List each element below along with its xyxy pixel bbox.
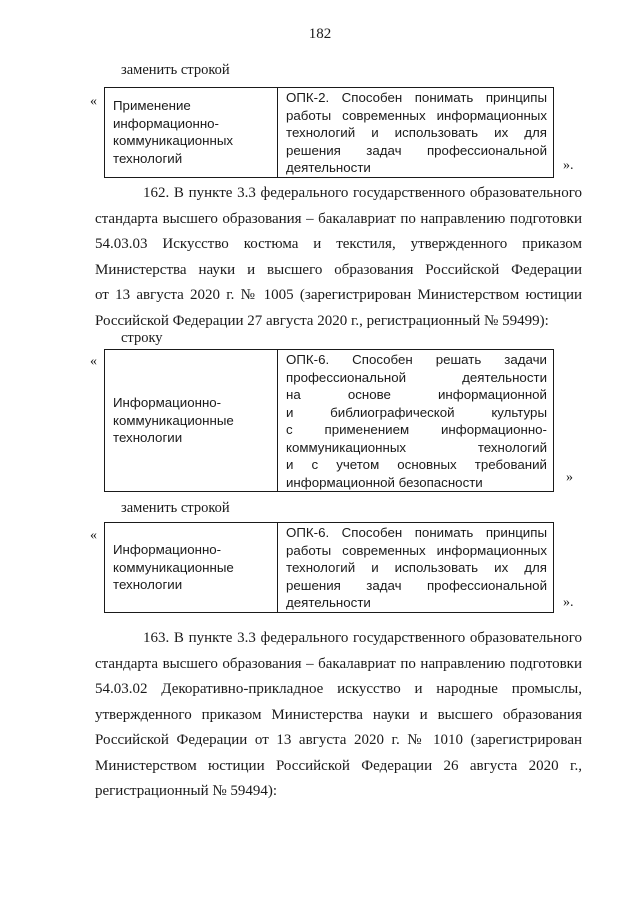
text-line: 54.03.03 Искусство костюма и текстиля, утвержденного приказом <box>95 236 582 252</box>
text-line: коммуникационных <box>113 133 234 149</box>
replacement-table-2 <box>104 349 554 492</box>
competency-description-cell <box>278 88 554 178</box>
text-line: и с учетом основных требований <box>286 457 547 472</box>
text-line: Министерства науки и высшего образования Российской Федерации <box>95 261 582 278</box>
text-line: решения задач профессиональной <box>286 142 547 158</box>
text-line: на основе информационной <box>286 387 547 402</box>
text-line: стандарта высшего образования – бакалавриат по направлению подготовки <box>95 210 582 227</box>
close-quote: ». <box>563 158 574 173</box>
text-line: Российской Федерации 27 августа 2020 г., регистрационный № 59499): <box>95 312 549 329</box>
text-line: ОПК-2. Способен понимать принципы <box>286 90 547 105</box>
text-line: коммуникационных технологий <box>286 439 547 455</box>
text-line: деятельности <box>286 595 371 610</box>
text-line: профессиональной деятельности <box>286 369 547 385</box>
text-line: информационно- <box>113 115 219 131</box>
text-line: и библиографической культуры <box>286 404 547 420</box>
text-line: Применение <box>113 98 191 114</box>
text-line: работы современных информационных <box>286 107 547 123</box>
competency-category-cell <box>105 350 278 492</box>
text-line: работы современных информационных <box>286 542 547 558</box>
paragraph-162 <box>95 181 582 334</box>
text-line: коммуникационные <box>113 412 234 428</box>
text-line: информационной безопасности <box>286 474 483 490</box>
text-line: Российской Федерации от 13 августа 2020 г. № 1010 (зарегистрирован <box>95 732 582 748</box>
text-line: 163. В пункте 3.3 федерального государственного образовательного <box>143 630 582 646</box>
text-line: утвержденного приказом Министерства науки и высшего образования <box>95 706 582 723</box>
page-number: 182 <box>308 26 332 42</box>
text-line: Информационно- <box>113 395 222 411</box>
text-line: технологии <box>113 577 183 592</box>
text-line: ОПК-6. Способен решать задачи <box>286 352 547 367</box>
text-line: решения задач профессиональной <box>286 577 547 593</box>
competency-category-cell <box>105 88 278 178</box>
text-line: коммуникационные <box>113 559 234 575</box>
open-quote: « <box>90 354 97 369</box>
competency-description-cell <box>278 523 554 613</box>
text-line: стандарта высшего образования – бакалавриат по направлению подготовки <box>95 655 582 672</box>
text-line: 162. В пункте 3.3 федерального государственного образовательного <box>143 185 582 201</box>
open-quote: « <box>90 528 97 543</box>
open-quote: « <box>90 94 97 109</box>
text-line: 54.03.02 Декоративно-прикладное искусство и народные промыслы, <box>95 681 582 697</box>
close-quote: » <box>566 470 573 485</box>
text-line: Министерством юстиции Российской Федерации 26 августа 2020 г., <box>95 757 582 774</box>
text-line: технологий и использовать их для <box>286 560 547 575</box>
text-line: от 13 августа 2020 г. № 1005 (зарегистрирован Министерством юстиции <box>95 287 582 303</box>
text-line: технологий и использовать их для <box>286 125 547 140</box>
replace-label: заменить строкой <box>121 500 230 516</box>
row-label: строку <box>121 330 163 346</box>
paragraph-163 <box>95 626 582 805</box>
replace-label: заменить строкой <box>121 62 230 78</box>
text-line: технологии <box>113 430 183 446</box>
replacement-table-1 <box>104 87 554 178</box>
close-quote: ». <box>563 595 574 610</box>
text-line: технологий <box>113 150 183 166</box>
text-line: с применением информационно- <box>286 422 547 437</box>
text-line: регистрационный № 59494): <box>95 783 278 799</box>
replacement-table-3 <box>104 522 554 613</box>
text-line: Информационно- <box>113 542 222 557</box>
text-line: ОПК-6. Способен понимать принципы <box>286 525 547 540</box>
competency-description-cell <box>278 350 554 492</box>
competency-category-cell <box>105 523 278 613</box>
text-line: деятельности <box>286 160 371 175</box>
